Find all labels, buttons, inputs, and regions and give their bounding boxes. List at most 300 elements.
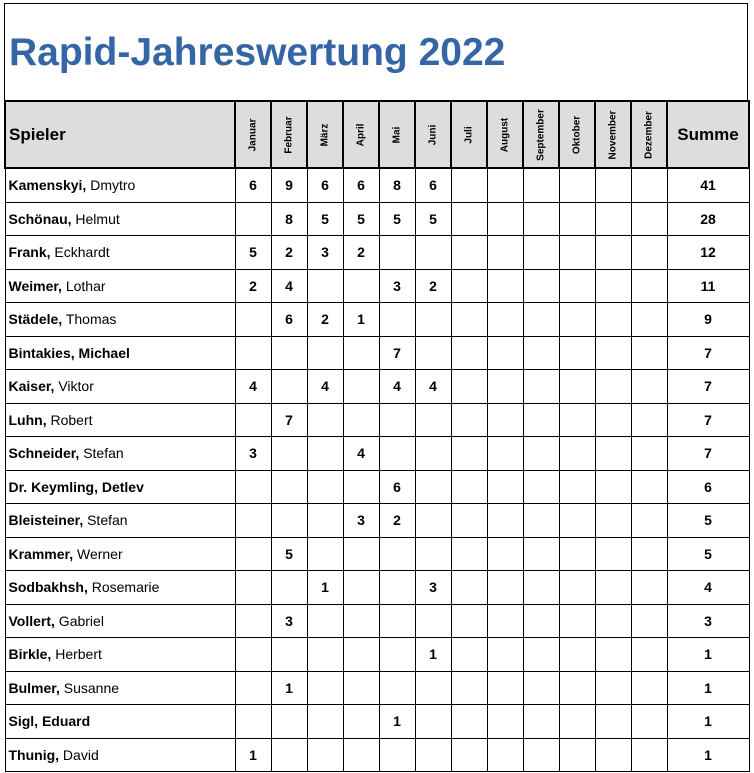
- score-cell: 2: [343, 236, 379, 270]
- table-body: [5, 168, 749, 772]
- score-cell: [451, 504, 487, 538]
- score-cell: [631, 269, 667, 303]
- score-cell: [487, 470, 523, 504]
- player-surname: Schneider,: [8, 445, 80, 462]
- score-cell: [271, 571, 307, 605]
- score-cell: [307, 403, 343, 437]
- score-cell: [631, 403, 667, 437]
- score-cell: [235, 336, 271, 370]
- total-cell: 4: [667, 571, 749, 605]
- score-cell: [487, 370, 523, 404]
- score-cell: [487, 336, 523, 370]
- score-cell: [523, 537, 559, 571]
- standings-table: [4, 100, 750, 772]
- table-row: [5, 738, 749, 772]
- score-cell: [235, 571, 271, 605]
- score-cell: [451, 671, 487, 705]
- player-name-cell: [5, 537, 235, 571]
- score-cell: [343, 537, 379, 571]
- score-cell: [487, 236, 523, 270]
- score-cell: [451, 336, 487, 370]
- header-month-label: September: [535, 108, 547, 161]
- score-cell: [559, 537, 595, 571]
- player-given-name: Stefan: [83, 512, 128, 529]
- score-cell: 6: [307, 168, 343, 202]
- score-cell: [559, 504, 595, 538]
- score-cell: 4: [379, 370, 415, 404]
- score-cell: [379, 236, 415, 270]
- score-cell: [595, 470, 631, 504]
- header-month: [307, 101, 343, 168]
- score-cell: [307, 470, 343, 504]
- score-cell: [415, 437, 451, 471]
- score-cell: [559, 236, 595, 270]
- score-cell: [523, 168, 559, 202]
- score-cell: [307, 705, 343, 739]
- header-month-label: Dezember: [643, 110, 655, 159]
- score-cell: [631, 202, 667, 236]
- score-cell: 6: [379, 470, 415, 504]
- score-cell: [631, 604, 667, 638]
- score-cell: 5: [235, 236, 271, 270]
- player-given-name: Stefan: [79, 445, 124, 462]
- score-cell: [595, 638, 631, 672]
- score-cell: [523, 403, 559, 437]
- player-name-cell: [5, 604, 235, 638]
- player-name-cell: [5, 470, 235, 504]
- score-cell: 2: [271, 236, 307, 270]
- player-given-name: Robert: [46, 411, 93, 428]
- score-cell: [235, 504, 271, 538]
- score-cell: [523, 336, 559, 370]
- total-cell: 7: [667, 403, 749, 437]
- score-cell: 7: [271, 403, 307, 437]
- score-cell: [631, 671, 667, 705]
- score-cell: [631, 303, 667, 337]
- score-cell: [235, 604, 271, 638]
- player-surname: Städele,: [8, 311, 63, 328]
- score-cell: 3: [235, 437, 271, 471]
- total-cell: 1: [667, 638, 749, 672]
- player-name-cell: [5, 738, 235, 772]
- player-name-cell: [5, 303, 235, 337]
- score-cell: [451, 537, 487, 571]
- player-given-name: Lothar: [61, 277, 106, 294]
- score-cell: [595, 571, 631, 605]
- score-cell: 4: [271, 269, 307, 303]
- score-cell: [595, 303, 631, 337]
- table-row: [5, 269, 749, 303]
- table-row: [5, 303, 749, 337]
- score-cell: [235, 537, 271, 571]
- score-cell: [343, 269, 379, 303]
- score-cell: [523, 604, 559, 638]
- score-cell: 4: [307, 370, 343, 404]
- player-name-cell: [5, 437, 235, 471]
- score-cell: [307, 437, 343, 471]
- score-cell: [631, 537, 667, 571]
- score-cell: [343, 638, 379, 672]
- score-cell: [487, 705, 523, 739]
- score-cell: 4: [343, 437, 379, 471]
- total-cell: 6: [667, 470, 749, 504]
- header-month: [451, 101, 487, 168]
- score-cell: 2: [307, 303, 343, 337]
- score-cell: [415, 403, 451, 437]
- score-cell: [559, 303, 595, 337]
- score-cell: 9: [271, 168, 307, 202]
- player-surname: Weimer,: [8, 277, 62, 294]
- score-cell: [271, 738, 307, 772]
- score-cell: 5: [415, 202, 451, 236]
- score-cell: [559, 470, 595, 504]
- score-cell: [631, 571, 667, 605]
- score-cell: [307, 504, 343, 538]
- player-surname: Bulmer,: [8, 679, 60, 696]
- score-cell: [559, 168, 595, 202]
- score-cell: 3: [271, 604, 307, 638]
- score-cell: [523, 638, 559, 672]
- score-cell: [487, 571, 523, 605]
- score-cell: [415, 738, 451, 772]
- header-month-label: Oktober: [571, 115, 583, 154]
- score-cell: [451, 303, 487, 337]
- player-surname: Kamenskyi,: [8, 177, 87, 194]
- score-cell: [631, 738, 667, 772]
- header-month-label: August: [499, 117, 511, 152]
- total-cell: 41: [667, 168, 749, 202]
- score-cell: [379, 537, 415, 571]
- player-given-name: Werner: [73, 545, 123, 562]
- total-cell: 12: [667, 236, 749, 270]
- player-given-name: Susanne: [59, 679, 120, 696]
- score-cell: [595, 738, 631, 772]
- score-cell: [307, 671, 343, 705]
- score-cell: [595, 504, 631, 538]
- total-cell: 28: [667, 202, 749, 236]
- score-cell: [523, 269, 559, 303]
- score-cell: [451, 370, 487, 404]
- score-cell: [523, 303, 559, 337]
- score-cell: [631, 470, 667, 504]
- player-surname: Krammer,: [8, 545, 74, 562]
- header-month: [487, 101, 523, 168]
- score-cell: [631, 336, 667, 370]
- score-cell: [343, 470, 379, 504]
- score-cell: [595, 705, 631, 739]
- player-given-name: Rosemarie: [87, 579, 160, 596]
- score-cell: [631, 638, 667, 672]
- player-surname: Dr. Keymling,: [8, 478, 98, 495]
- score-cell: [559, 336, 595, 370]
- score-cell: [415, 236, 451, 270]
- player-surname: Kaiser,: [8, 378, 55, 395]
- score-cell: [487, 504, 523, 538]
- header-month: [595, 101, 631, 168]
- score-cell: [523, 705, 559, 739]
- score-cell: [415, 537, 451, 571]
- header-month-label: Juli: [463, 125, 475, 144]
- score-cell: [487, 604, 523, 638]
- score-cell: 5: [343, 202, 379, 236]
- score-cell: 8: [379, 168, 415, 202]
- score-cell: [343, 571, 379, 605]
- table-row: [5, 336, 749, 370]
- total-cell: 3: [667, 604, 749, 638]
- table-row: [5, 403, 749, 437]
- score-cell: [271, 336, 307, 370]
- player-name-cell: [5, 504, 235, 538]
- header-month: [415, 101, 451, 168]
- player-given-name: Detlev: [97, 478, 144, 495]
- score-cell: [595, 336, 631, 370]
- score-cell: [595, 236, 631, 270]
- header-month-label: Juni: [427, 124, 439, 145]
- score-cell: [235, 638, 271, 672]
- score-cell: [523, 738, 559, 772]
- header-month: [631, 101, 667, 168]
- score-cell: 3: [415, 571, 451, 605]
- score-cell: [523, 571, 559, 605]
- total-cell: 7: [667, 437, 749, 471]
- table-row: [5, 571, 749, 605]
- score-cell: [379, 671, 415, 705]
- score-cell: [451, 236, 487, 270]
- score-cell: 1: [307, 571, 343, 605]
- table-row: [5, 638, 749, 672]
- player-surname: Schönau,: [8, 210, 72, 227]
- score-cell: [271, 470, 307, 504]
- score-cell: [415, 504, 451, 538]
- score-cell: 5: [307, 202, 343, 236]
- score-cell: [235, 470, 271, 504]
- player-given-name: Viktor: [54, 378, 94, 395]
- score-cell: [559, 437, 595, 471]
- score-cell: [487, 738, 523, 772]
- score-cell: 7: [379, 336, 415, 370]
- player-given-name: Eckhardt: [50, 244, 110, 261]
- score-cell: [343, 370, 379, 404]
- total-cell: 9: [667, 303, 749, 337]
- score-cell: [595, 370, 631, 404]
- score-cell: [595, 403, 631, 437]
- score-cell: [415, 705, 451, 739]
- score-cell: 1: [235, 738, 271, 772]
- player-surname: Bleisteiner,: [8, 512, 84, 529]
- score-cell: [235, 671, 271, 705]
- header-player: Spieler: [5, 101, 235, 168]
- total-cell: 11: [667, 269, 749, 303]
- score-cell: [451, 470, 487, 504]
- player-given-name: Michael: [74, 344, 130, 361]
- score-cell: [379, 638, 415, 672]
- score-cell: [235, 403, 271, 437]
- page-title: Rapid-Jahreswertung 2022: [9, 31, 506, 74]
- score-cell: [595, 168, 631, 202]
- player-surname: Frank,: [8, 244, 51, 261]
- score-cell: [487, 168, 523, 202]
- player-surname: Luhn,: [8, 411, 47, 428]
- score-cell: [343, 604, 379, 638]
- header-month-label: Februar: [283, 115, 295, 154]
- player-name-cell: [5, 269, 235, 303]
- player-surname: Birkle,: [8, 646, 52, 663]
- player-name-cell: [5, 638, 235, 672]
- score-cell: [451, 705, 487, 739]
- score-cell: 2: [415, 269, 451, 303]
- score-cell: 6: [415, 168, 451, 202]
- score-cell: [451, 604, 487, 638]
- score-cell: [379, 604, 415, 638]
- score-cell: [631, 705, 667, 739]
- player-given-name: Herbert: [51, 646, 102, 663]
- score-cell: [451, 168, 487, 202]
- header-month: [379, 101, 415, 168]
- score-cell: 1: [379, 705, 415, 739]
- score-cell: [487, 671, 523, 705]
- header-month-label: Januar: [247, 118, 259, 151]
- score-cell: [487, 303, 523, 337]
- score-cell: [487, 437, 523, 471]
- score-cell: [271, 638, 307, 672]
- score-cell: [595, 202, 631, 236]
- title-box: [4, 3, 748, 102]
- score-cell: [307, 738, 343, 772]
- header-month-label: November: [607, 110, 619, 159]
- score-cell: [487, 269, 523, 303]
- score-cell: [235, 303, 271, 337]
- score-cell: [307, 638, 343, 672]
- player-name-cell: [5, 705, 235, 739]
- player-name-cell: [5, 403, 235, 437]
- player-name-cell: [5, 336, 235, 370]
- score-cell: [379, 303, 415, 337]
- player-surname: Sodbakhsh,: [8, 579, 88, 596]
- score-cell: [631, 370, 667, 404]
- total-cell: 1: [667, 738, 749, 772]
- score-cell: [631, 437, 667, 471]
- score-cell: [559, 671, 595, 705]
- score-cell: 2: [235, 269, 271, 303]
- score-cell: [415, 303, 451, 337]
- score-cell: [631, 236, 667, 270]
- header-month-label: Mai: [391, 126, 403, 143]
- score-cell: [235, 202, 271, 236]
- player-name-cell: [5, 168, 235, 202]
- score-cell: [379, 403, 415, 437]
- score-cell: [487, 403, 523, 437]
- player-surname: Vollert,: [8, 612, 55, 629]
- score-cell: 3: [307, 236, 343, 270]
- score-cell: [343, 336, 379, 370]
- table-row: [5, 202, 749, 236]
- score-cell: 6: [235, 168, 271, 202]
- header-month: [559, 101, 595, 168]
- player-name-cell: [5, 202, 235, 236]
- score-cell: 8: [271, 202, 307, 236]
- table-row: [5, 168, 749, 202]
- player-given-name: Gabriel: [54, 612, 104, 629]
- score-cell: [595, 671, 631, 705]
- total-cell: 5: [667, 504, 749, 538]
- player-name-cell: [5, 571, 235, 605]
- total-cell: 5: [667, 537, 749, 571]
- player-given-name: Thomas: [62, 311, 117, 328]
- score-cell: 5: [379, 202, 415, 236]
- score-cell: [451, 202, 487, 236]
- score-cell: [307, 537, 343, 571]
- score-cell: [631, 168, 667, 202]
- table-row: [5, 604, 749, 638]
- score-cell: 5: [271, 537, 307, 571]
- total-cell: 7: [667, 370, 749, 404]
- score-cell: 1: [271, 671, 307, 705]
- score-cell: [451, 738, 487, 772]
- score-cell: 6: [343, 168, 379, 202]
- table-row: [5, 504, 749, 538]
- table-row: [5, 671, 749, 705]
- score-cell: [307, 336, 343, 370]
- header-month-label: März: [319, 123, 331, 146]
- score-cell: [451, 638, 487, 672]
- score-cell: [271, 705, 307, 739]
- score-cell: 4: [415, 370, 451, 404]
- total-cell: 7: [667, 336, 749, 370]
- score-cell: [451, 403, 487, 437]
- score-cell: [523, 671, 559, 705]
- score-cell: [595, 604, 631, 638]
- score-cell: [595, 437, 631, 471]
- player-surname: Thunig,: [8, 746, 60, 763]
- score-cell: 2: [379, 504, 415, 538]
- header-month: [271, 101, 307, 168]
- score-cell: [523, 437, 559, 471]
- score-cell: [559, 738, 595, 772]
- score-cell: [595, 537, 631, 571]
- score-cell: [559, 403, 595, 437]
- score-cell: [415, 671, 451, 705]
- score-cell: [379, 571, 415, 605]
- score-cell: [307, 604, 343, 638]
- score-cell: [343, 671, 379, 705]
- score-cell: [523, 370, 559, 404]
- score-cell: [523, 236, 559, 270]
- score-cell: [487, 638, 523, 672]
- score-cell: [307, 269, 343, 303]
- player-name-cell: [5, 671, 235, 705]
- score-cell: [271, 504, 307, 538]
- header-month: [523, 101, 559, 168]
- score-cell: [559, 370, 595, 404]
- score-cell: [631, 504, 667, 538]
- score-cell: [379, 738, 415, 772]
- player-name-cell: [5, 370, 235, 404]
- table-row: [5, 537, 749, 571]
- table-header-row: [5, 101, 749, 168]
- score-cell: [451, 571, 487, 605]
- score-cell: [271, 437, 307, 471]
- score-cell: [523, 504, 559, 538]
- score-cell: [379, 437, 415, 471]
- score-cell: [415, 470, 451, 504]
- player-name-cell: [5, 236, 235, 270]
- score-cell: [559, 202, 595, 236]
- score-cell: 4: [235, 370, 271, 404]
- header-month-label: April: [355, 123, 367, 146]
- score-cell: [559, 571, 595, 605]
- score-cell: [487, 202, 523, 236]
- score-cell: [451, 437, 487, 471]
